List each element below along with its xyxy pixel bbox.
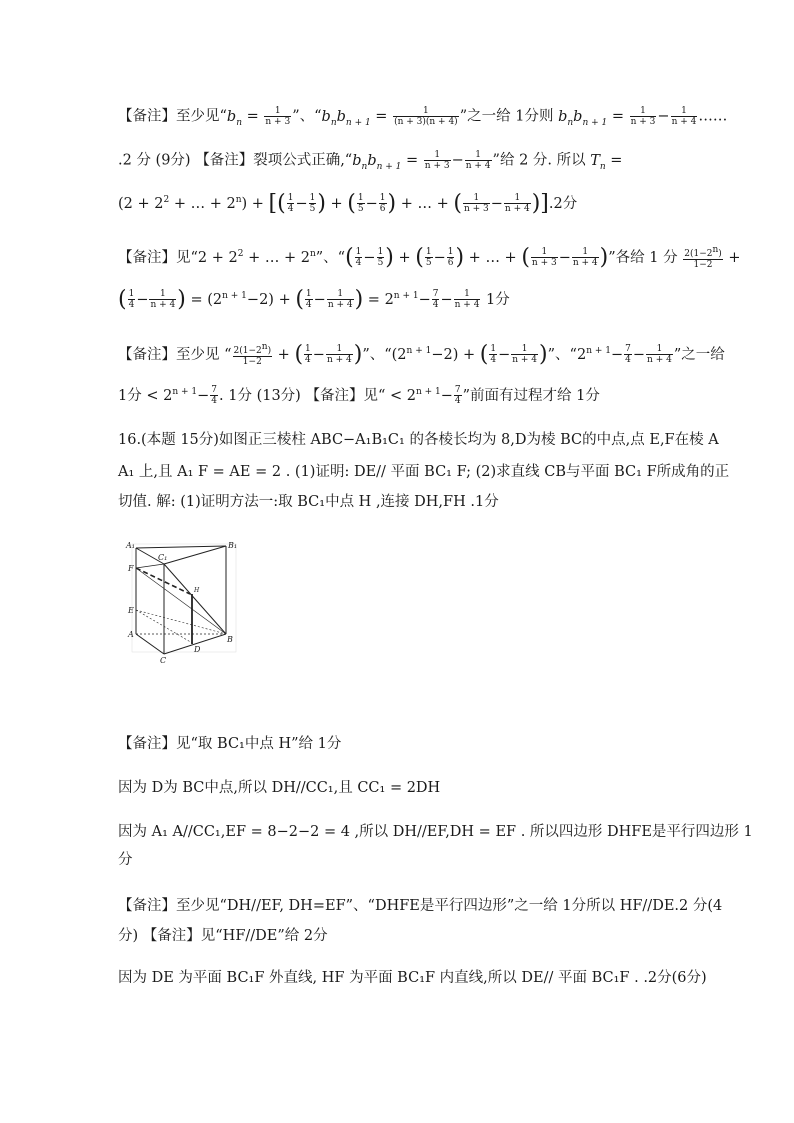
remark-line-7: 1分 < $2^{n + 1}-$ $\frac{7}{4}$ . 1分 (13分) 【备注】见“ < $2^{n + 1}-$ $\frac{7}{4}$ ”前面有过程才给 1分 xyxy=(118,385,600,407)
solution-line-6: 分) 【备注】见“HF//DE”给 2分 xyxy=(118,928,328,944)
remark-line-1: 【备注】至少见“$b_n$ = $\frac{1}{n + 3}$ ”、“$b_nb_{n + 1}$ = $\frac{1}{(n + 3)(n + 4)}$ ”之一给 1分则 $b_nb_{n + 1}$ = $\frac{1}{n + 3}$ − $\frac{1}{n + 4}$ …… xyxy=(118,106,728,128)
label-A1: A₁ xyxy=(126,541,135,550)
remark-line-6: 【备注】至少见 “ $\frac{2(1-2^n)}{1-2}$ + ( $\frac{1}{4}$ − $\frac{1}{n + 4}$ )”、“$(2^{n + 1}-2)$ + ( $\frac{1}{4}$ − $\frac{1}{n + 4}$ )”、“$2^{n + 1}-$ $\frac{7}{4}$ − $\frac{1}{n + 4}$ ”之一给 xyxy=(118,341,725,368)
solution-line-4: 分 xyxy=(118,852,133,868)
formula-line-3: ($2 + 2^2$ + … + $2^n$) + [( $\frac{1}{4}$ − $\frac{1}{5}$ ) + ( $\frac{1}{5}$ − $\frac{1}{6}$ ) + … + ( $\frac{1}{n + 3}$ − $\frac{1}{n + 4}$ )].2分 xyxy=(118,190,578,216)
label-D: D xyxy=(194,645,201,654)
problem-16-line-2: A₁ 上,且 A₁ F = AE = 2 . (1)证明: DE// 平面 BC₁ F; (2)求直线 CB与平面 BC₁ F所成角的正 xyxy=(118,464,730,480)
solution-line-3: 因为 A₁ A//CC₁,EF = 8−2−2 = 4 ,所以 DH//EF,DH = EF . 所以四边形 DHFE是平行四边形 1 xyxy=(118,824,753,840)
prism-figure xyxy=(124,538,244,666)
formula-line-5: ( $\frac{1}{4}$ − $\frac{1}{n + 4}$ ) = $(2^{n + 1}-2)$ + ( $\frac{1}{4}$ − $\frac{1}{n + 4}$ ) = $2^{n + 1}-$ $\frac{7}{4}$ − $\frac{1}{n + 4}$ 1分 xyxy=(118,286,510,312)
label-B: B xyxy=(227,635,233,644)
solution-line-1: 【备注】见“取 BC₁中点 H”给 1分 xyxy=(118,736,342,752)
remark-line-2: .2 分 (9分) 【备注】裂项公式正确$,“b_nb_{n + 1}$ = $\frac{1}{n + 3}$ − $\frac{1}{n + 4}$ ”给 2 分. 所以 $T_n$ = xyxy=(118,150,623,172)
label-A: A xyxy=(128,630,134,639)
label-F: F xyxy=(128,564,134,573)
label-E: E xyxy=(128,606,134,615)
label-C1: C₁ xyxy=(158,553,168,562)
problem-16-line-1: 16.(本题 15分)如图正三棱柱 ABC−A₁B₁C₁ 的各棱长均为 8,D为棱 BC的中点,点 E,F在棱 A xyxy=(118,432,719,448)
remark-line-4: 【备注】见“$2 + 2^2$ + … + $2^n$”、“( $\frac{1}{4}$ − $\frac{1}{5}$ ) + ( $\frac{1}{5}$ − $\frac{1}{6}$ ) + … + ( $\frac{1}{n + 3}$ − $\frac{1}{n + 4}$ )”各给 1 分 $\frac{2(1-2^n)}{1-2}$ + xyxy=(118,244,741,271)
label-B1: B₁ xyxy=(228,541,238,550)
label-H: H xyxy=(194,587,200,594)
solution-line-7: 因为 DE 为平面 BC₁F 外直线, HF 为平面 BC₁F 内直线,所以 DE// 平面 BC₁F . .2分(6分) xyxy=(118,970,707,986)
label-C: C xyxy=(160,656,167,665)
solution-line-2: 因为 D为 BC中点,所以 DH//CC₁,且 CC₁ = 2DH xyxy=(118,780,441,796)
solution-line-5: 【备注】至少见“DH//EF, DH=EF”、“DHFE是平行四边形”之一给 1分所以 HF//DE.2 分(4 xyxy=(118,898,723,914)
problem-16-line-3: 切值. 解: (1)证明方法一:取 BC₁中点 H ,连接 DH,FH .1分 xyxy=(118,494,499,510)
